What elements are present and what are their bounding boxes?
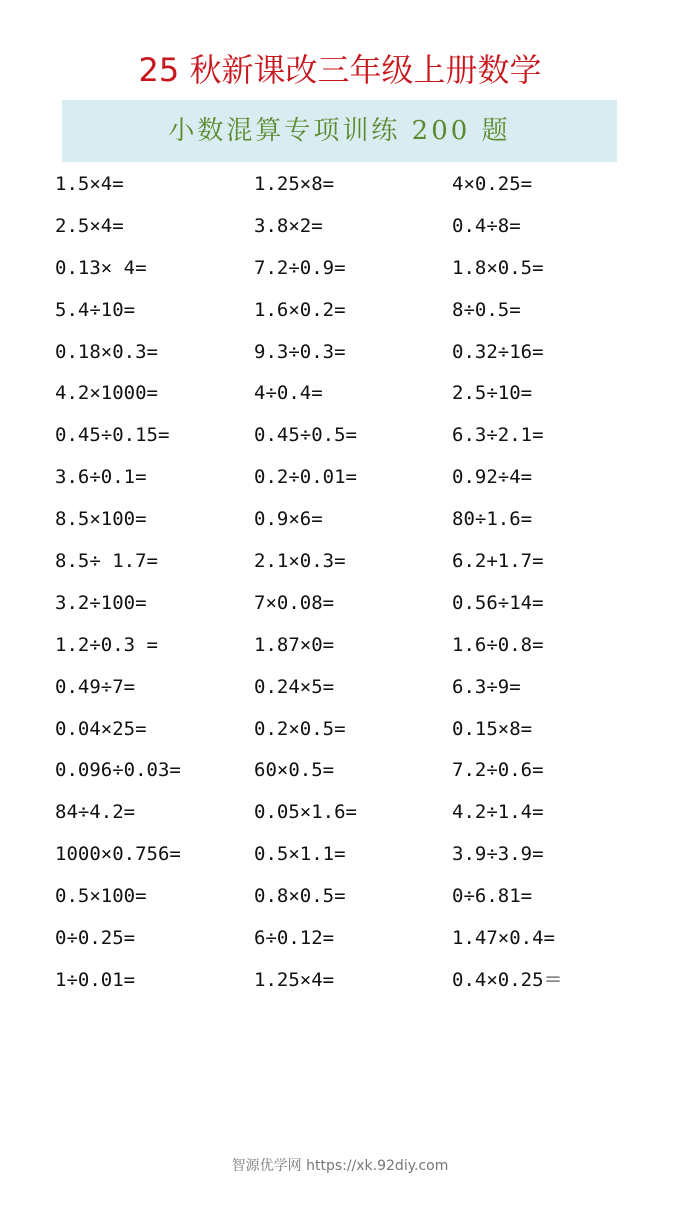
problem-item: 1.25×4= <box>254 968 335 991</box>
problem-row <box>55 373 655 415</box>
problem-item: 1.8×0.5= <box>452 256 544 279</box>
problem-item: 1000×0.756= <box>55 843 181 866</box>
problem-row <box>55 625 655 667</box>
problem-item: 0.45÷0.5= <box>254 424 357 447</box>
problem-item: 6.3÷2.1= <box>452 424 544 447</box>
problem-item: 7.2÷0.6= <box>452 759 544 782</box>
problem-item: 9.3÷0.3= <box>254 340 346 363</box>
problem-item: 2.5×4= <box>55 214 124 237</box>
problem-item: 0÷6.81= <box>452 885 533 908</box>
problem-item: 84÷4.2= <box>55 801 136 824</box>
problem-item: 2.5÷10= <box>452 382 533 405</box>
problem-row <box>55 541 655 583</box>
problem-item: 0.15×8= <box>452 717 533 740</box>
problem-item: 0.9×6= <box>254 508 323 531</box>
problem-item: 4.2÷1.4= <box>452 801 544 824</box>
problem-item: 6.3÷9= <box>452 675 521 698</box>
problem-item: 3.6÷0.1= <box>55 466 147 489</box>
problem-item: 6.2+1.7= <box>452 550 544 573</box>
problem-item: 60×0.5= <box>254 759 335 782</box>
problem-item: 0.13× 4= <box>55 256 147 279</box>
subtitle-text: 小数混算专项训练 200 题 <box>168 116 511 146</box>
problem-item: 0.2÷0.01= <box>254 466 357 489</box>
problem-row <box>55 792 655 834</box>
problem-row <box>55 290 655 332</box>
page-title: 25 秋新课改三年级上册数学 <box>138 51 542 89</box>
problem-item: 7.2÷0.9= <box>254 256 346 279</box>
problem-row <box>55 499 655 541</box>
problem-row <box>55 457 655 499</box>
problem-item: 1.47×0.4= <box>452 927 555 950</box>
problem-row <box>55 960 655 1002</box>
problem-row <box>55 918 655 960</box>
problem-row <box>55 415 655 457</box>
footer-watermark: 智源优学网 https://xk.92diy.com <box>231 1158 449 1174</box>
problem-item: 0.2×0.5= <box>254 717 346 740</box>
problem-item: 0.56÷14= <box>452 591 544 614</box>
problem-item: 4×0.25= <box>452 173 533 195</box>
problem-item: 0.5×100= <box>55 885 147 908</box>
problem-row <box>55 834 655 876</box>
problem-item: 0÷0.25= <box>55 927 136 950</box>
problem-item: 2.1×0.3= <box>254 550 346 573</box>
problem-item: 1.6÷0.8= <box>452 633 544 656</box>
problem-row <box>55 332 655 374</box>
problem-item: 5.4÷10= <box>55 298 136 321</box>
problem-item: 1.25×8= <box>254 173 335 195</box>
problem-item: 0.096÷0.03= <box>55 759 181 782</box>
problem-item: 7×0.08= <box>254 591 335 614</box>
problem-item: 8.5÷ 1.7= <box>55 550 158 573</box>
problem-item: 0.04×25= <box>55 717 147 740</box>
problem-item: 1.2÷0.3 = <box>55 633 158 656</box>
problem-item: 0.92÷4= <box>452 466 533 489</box>
problem-row <box>55 248 655 290</box>
problem-row <box>55 206 655 248</box>
problem-item: 8÷0.5= <box>452 298 521 321</box>
problem-item: 3.2÷100= <box>55 591 147 614</box>
problem-item: 80÷1.6= <box>452 508 533 531</box>
problem-item: 1÷0.01= <box>55 968 136 991</box>
problem-item: 4÷0.4= <box>254 382 323 405</box>
problem-item: 0.05×1.6= <box>254 801 357 824</box>
problem-item: 0.32÷16= <box>452 340 544 363</box>
problem-row <box>55 709 655 751</box>
problem-item: 3.8×2= <box>254 214 323 237</box>
subtitle-banner <box>62 100 617 162</box>
problem-item: 1.6×0.2= <box>254 298 346 321</box>
problem-item: 0.8×0.5= <box>254 885 346 908</box>
problem-item: 1.5×4= <box>55 173 124 195</box>
problem-item: 0.45÷0.15= <box>55 424 170 447</box>
problem-grid <box>55 164 655 1002</box>
problem-row <box>55 164 655 206</box>
problem-row <box>55 876 655 918</box>
problem-item: 0.5×1.1= <box>254 843 346 866</box>
problem-item: 4.2×1000= <box>55 382 158 405</box>
problem-row <box>55 750 655 792</box>
problem-row <box>55 667 655 709</box>
problem-item: 6÷0.12= <box>254 927 335 950</box>
problem-row <box>55 583 655 625</box>
problem-item: 0.18×0.3= <box>55 340 158 363</box>
problem-item: 8.5×100= <box>55 508 147 531</box>
problem-item: 0.49÷7= <box>55 675 136 698</box>
problem-item: 0.24×5= <box>254 675 335 698</box>
problem-item: 1.87×0= <box>254 633 335 656</box>
problem-item: 0.4÷8= <box>452 214 521 237</box>
problem-item: 3.9÷3.9= <box>452 843 544 866</box>
problem-item: 0.4×0.25＝ <box>452 968 563 991</box>
